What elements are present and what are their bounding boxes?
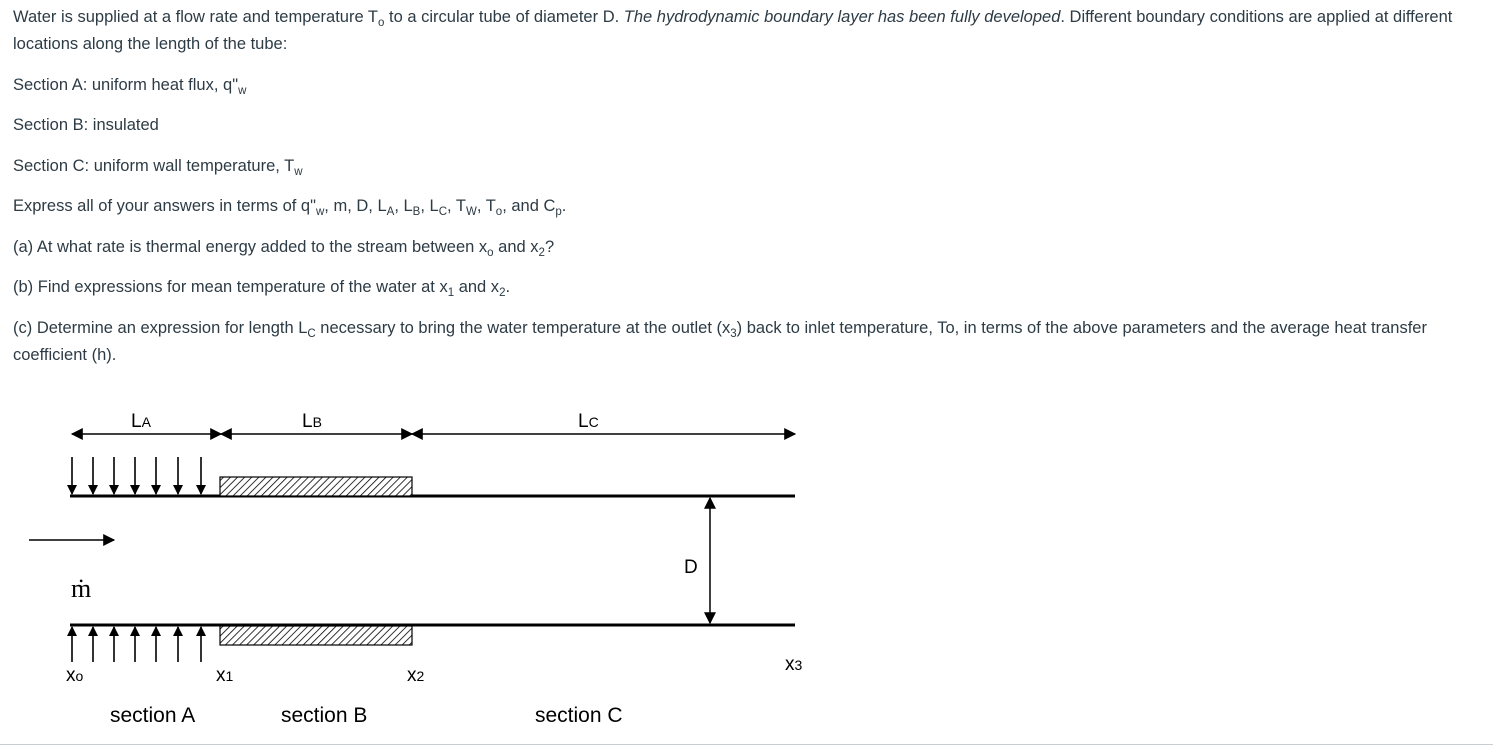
intro-paragraph: Water is supplied at a flow rate and temperature $T_o$ to a circular tube of diameter D. The hydrodynamic boundary layer has been fully developed. Different boundary conditions are applied at different locations along the length of the tube: [13, 8, 1453, 53]
diameter-label: D [684, 557, 698, 578]
label-x3: x3 [785, 654, 803, 675]
label-section-c: section C [535, 704, 623, 727]
bottom-divider [0, 744, 1493, 745]
section-b-description: Section B: insulated [13, 116, 159, 134]
intro-emphasis: The hydrodynamic boundary layer has been fully developed [623, 8, 1061, 26]
label-section-b: section B [281, 704, 368, 727]
express-instruction: Express all of your answers in terms of $q"_w$, m, D, $L_A$, $L_B$, $L_C$, $T_W$, $T_o$, and $C_p$. [13, 197, 567, 218]
label-lb: LB [302, 411, 322, 432]
label-x0: xo [66, 665, 84, 686]
question-b: (b) Find expressions for mean temperature of the water at $x_1$ and $x_2$. [13, 278, 511, 299]
section-c-description: Section C: uniform wall temperature, $T_w$ [13, 156, 303, 178]
label-lc: LC [578, 411, 599, 432]
insulation-bottom [220, 626, 412, 645]
mass-flow-label: ṁ [71, 574, 92, 603]
heat-flux-arrows-top [72, 457, 201, 494]
question-c: (c) Determine an expression for length $L_C$ necessary to bring the water temperature at the outlet $(x_3)$ back to inlet temperature, To, in terms of the above parameters and the average heat transfer coefficient (h). [13, 318, 1427, 364]
label-la: LA [131, 411, 151, 432]
heat-flux-arrows-bottom [72, 627, 201, 662]
label-x1: x1 [216, 665, 234, 686]
label-x2: x2 [407, 665, 425, 686]
section-a-description: Section A: uniform heat flux, $q"_w$ [13, 75, 247, 97]
label-section-a: section A [110, 704, 196, 727]
question-a: (a) At what rate is thermal energy added to the stream between $x_o$ and $x_2$? [13, 237, 555, 259]
insulation-top [220, 477, 412, 496]
